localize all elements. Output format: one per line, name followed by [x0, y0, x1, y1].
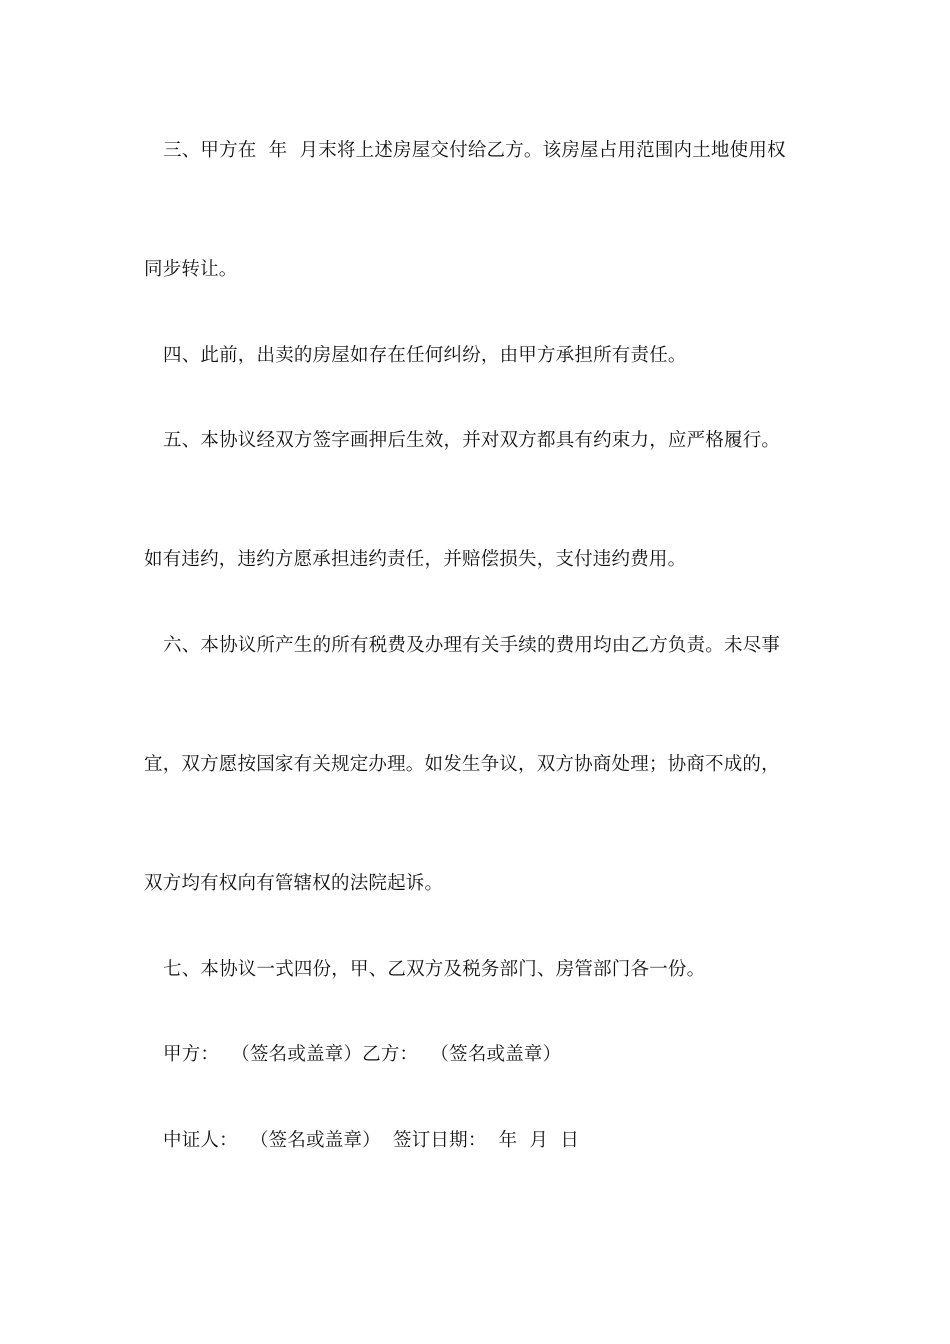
witness-date-line: 中证人： （签名或盖章） 签订日期： 年 月 日 — [163, 1130, 580, 1151]
clause-6-line-2: 宜，双方愿按国家有关规定办理。如发生争议，双方协商处理；协商不成的， — [144, 754, 780, 775]
clause-6-line-3: 双方均有权向有管辖权的法院起诉。 — [144, 873, 444, 894]
clause-4: 四、此前，出卖的房屋如存在任何纠纷，由甲方承担所有责任。 — [163, 345, 687, 366]
clause-7: 七、本协议一式四份，甲、乙双方及税务部门、房管部门各一份。 — [163, 959, 706, 980]
clause-3-line-2: 同步转让。 — [144, 259, 238, 280]
party-signature-line: 甲方： （签名或盖章）乙方： （签名或盖章） — [163, 1044, 562, 1065]
clause-3-line-1: 三、甲方在 年 月末将上述房屋交付给乙方。该房屋占用范围内土地使用权 — [163, 140, 786, 161]
clause-5-line-2: 如有违约，违约方愿承担违约责任，并赔偿损失，支付违约费用。 — [144, 549, 687, 570]
clause-5-line-1: 五、本协议经双方签字画押后生效，并对双方都具有约束力，应严格履行。 — [163, 430, 781, 451]
clause-6-line-1: 六、本协议所产生的所有税费及办理有关手续的费用均由乙方负责。未尽事 — [163, 635, 781, 656]
